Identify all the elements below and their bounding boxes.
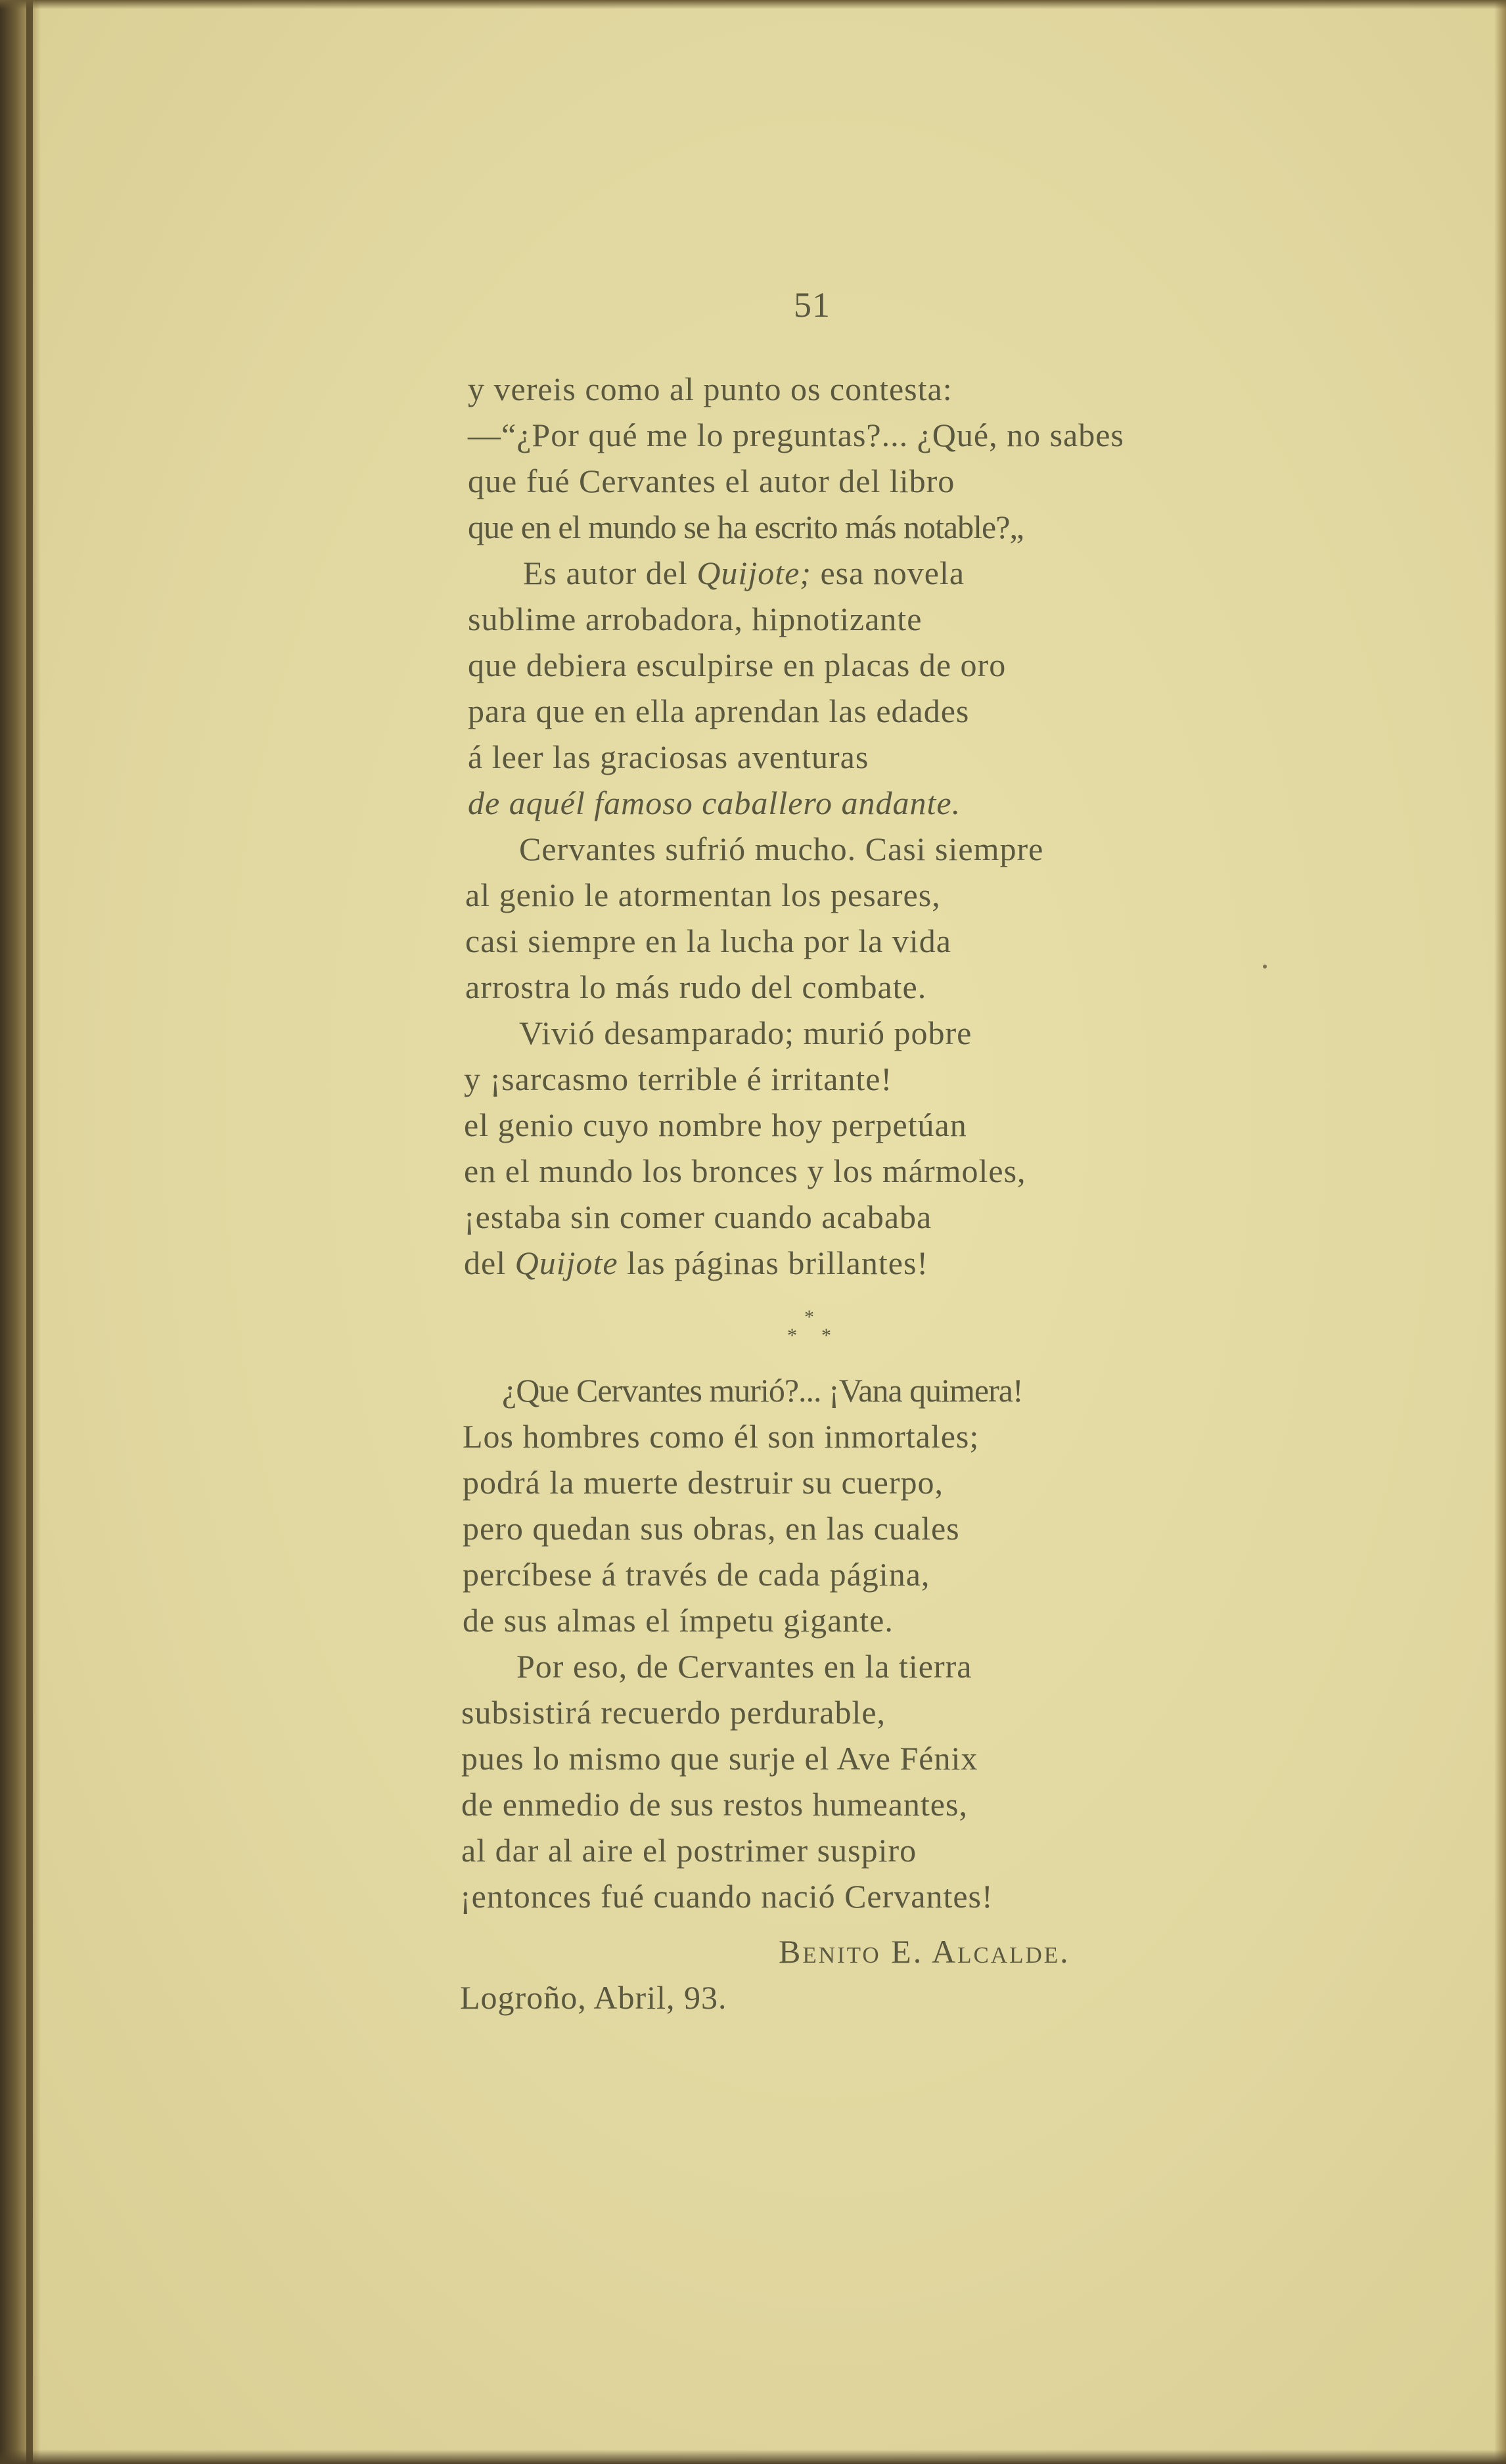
poem-line <box>463 1509 960 1548</box>
page-number: 51 <box>794 285 831 325</box>
poem-line-text: pues lo mismo que surje el Ave Fénix <box>461 1740 978 1777</box>
poem-line-text: ¡estaba sin comer cuando acababa <box>464 1198 932 1235</box>
poem-line-text: y vereis como al punto os contesta: <box>468 371 953 407</box>
poem-line-text: á leer las graciosas aventuras <box>468 739 869 775</box>
poem-line-text: que debiera esculpirse en placas de oro <box>468 647 1007 683</box>
paper-speck <box>1263 965 1267 969</box>
section-break-asterisks <box>779 1308 845 1354</box>
asterisk-icon: * <box>804 1306 814 1328</box>
poem-line-text: subsistirá recuerdo perdurable, <box>461 1694 886 1731</box>
poem-line <box>460 1877 993 1916</box>
poem-line <box>461 1693 886 1732</box>
poem-line <box>516 1647 972 1686</box>
poem-line-text: y ¡sarcasmo terrible é irritante! <box>464 1061 893 1097</box>
poem-line <box>465 921 951 961</box>
poem-line-text: que en el mundo se ha escrito más notable?„ <box>468 509 1024 545</box>
poem-line <box>464 1243 928 1283</box>
poem-line-text: ¿Que Cervantes murió?... ¡Vana quimera! <box>502 1372 1023 1409</box>
poem-line <box>461 1831 917 1870</box>
poem-line <box>468 599 923 639</box>
poem-line <box>463 1601 894 1640</box>
poem-line-text: percíbese á través de cada página, <box>463 1556 930 1593</box>
poem-line <box>523 553 965 593</box>
poem-line <box>468 691 969 731</box>
poem-line-text: Cervantes sufrió mucho. Casi siempre <box>519 831 1044 867</box>
poem-line <box>461 1785 968 1824</box>
page-top-edge <box>0 0 1506 9</box>
poem-line-text: Vivió desamparado; murió pobre <box>519 1015 972 1051</box>
poem-line-text: las páginas brillantes! <box>618 1244 929 1281</box>
poem-line <box>464 1105 967 1145</box>
poem-line-text: podrá la muerte destruir su cuerpo, <box>463 1464 944 1501</box>
page-bottom-edge <box>0 2450 1506 2464</box>
poem-line <box>464 1197 932 1237</box>
italic-line: de aquél famoso caballero andante. <box>468 785 961 821</box>
poem-line-text: sublime arrobadora, hipnotizante <box>468 601 923 637</box>
poem-line <box>468 645 1006 685</box>
poem-line <box>465 875 941 915</box>
poem-line <box>463 1555 930 1594</box>
italic-title: Quijote <box>514 1244 618 1281</box>
poem-line-text: esa novela <box>811 555 965 591</box>
poem-line <box>468 783 961 823</box>
binding-edge <box>26 0 33 2464</box>
poem-line-text: Los hombres como él son inmortales; <box>463 1418 980 1455</box>
poem-line-text: Por eso, de Cervantes en la tierra <box>516 1648 972 1685</box>
italic-title: Quijote; <box>696 555 811 591</box>
book-spine-shadow <box>0 0 41 2464</box>
poem-line <box>465 967 926 1007</box>
poem-line <box>468 461 955 501</box>
poem-line <box>463 1417 979 1456</box>
poem-line-text: Es autor del <box>523 555 697 591</box>
poem-line <box>502 1371 1023 1410</box>
author-signature: Benito E. Alcalde. <box>779 1933 1070 1970</box>
poem-line-text: casi siempre en la lucha por la vida <box>465 923 951 959</box>
asterisk-icon: * <box>821 1325 831 1346</box>
poem-line <box>463 1463 944 1502</box>
poem-line <box>464 1059 892 1099</box>
poem-line-text: ¡entonces fué cuando nació Cervantes! <box>460 1878 993 1915</box>
poem-line-text: al genio le atormentan los pesares, <box>465 877 941 913</box>
poem-line <box>519 1013 972 1053</box>
poem-line-text: pero quedan sus obras, en las cuales <box>463 1510 960 1547</box>
poem-line <box>519 829 1043 869</box>
poem-line-text: del <box>464 1244 515 1281</box>
poem-line <box>461 1739 978 1778</box>
poem-line <box>468 369 953 409</box>
poem-line-text: arrostra lo más rudo del combate. <box>465 969 927 1005</box>
poem-line-text: de sus almas el ímpetu gigante. <box>463 1602 894 1639</box>
page-right-edge <box>1494 0 1506 2464</box>
poem-line-text: —“¿Por qué me lo preguntas?... ¿Qué, no sabes <box>468 417 1124 453</box>
poem-line-text: de enmedio de sus restos humeantes, <box>461 1786 968 1823</box>
poem-line-text: al dar al aire el postrimer suspiro <box>461 1832 917 1869</box>
poem-line <box>464 1151 1026 1191</box>
poem-line-text: que fué Cervantes el autor del libro <box>468 463 955 499</box>
place-date-line: Logroño, Abril, 93. <box>460 1979 727 2016</box>
poem-line <box>468 507 1024 547</box>
poem-line <box>468 415 1124 455</box>
poem-line-text: el genio cuyo nombre hoy perpetúan <box>464 1107 967 1143</box>
poem-line <box>468 737 869 777</box>
poem-line-text: para que en ella aprendan las edades <box>468 693 970 729</box>
asterisk-icon: * <box>787 1325 797 1346</box>
poem-line-text: en el mundo los bronces y los mármoles, <box>464 1152 1026 1189</box>
